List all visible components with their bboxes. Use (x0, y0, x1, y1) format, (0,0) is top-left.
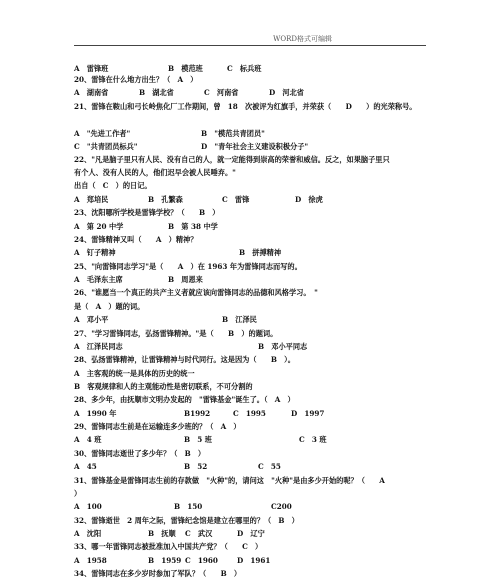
line-segment: 33、哪一年雷锋同志被批准加入中国共产党？（ C ） (74, 542, 263, 551)
line-segment: B 1959 (148, 556, 182, 565)
line-segment: B 江泽民 (222, 315, 257, 324)
line-segment: A 钉子精神 (74, 248, 116, 257)
line-segment: D 1997 (291, 409, 325, 418)
line-segment: A 1990 年 (74, 409, 117, 418)
line-segment: D 河北省 (269, 88, 304, 97)
line-segment: B 150 (174, 502, 203, 511)
line-segment: 23、沈阳哪所学校是雷锋学校？（ B ） (74, 208, 220, 217)
line-segment: C 1995 (233, 409, 266, 418)
line-segment: 26、"谁愿当一个真正的共产主义者就应该向雷锋同志的品德和风格学习。 " (74, 288, 318, 297)
line-segment: 20、雷锋在什么地方出生？（ A ） (74, 75, 198, 84)
line-segment: C 1960 (185, 556, 218, 565)
line-segment: 28、多少年，由抚顺市文明办发起的 "雷锋基金"诞生了。（ A ） (74, 395, 295, 404)
line-segment: A 第 20 中学 (74, 222, 124, 231)
line-segment: A 郑培民 (74, 195, 109, 204)
line-segment: 25、"向雷锋同志学习"是（ A ）在 1963 年为雷锋同志而写的。 (74, 262, 302, 271)
line-segment: A 沈阳 (74, 529, 102, 538)
page-header (0, 0, 500, 46)
line-segment: B 5 班 (184, 435, 212, 444)
line-segment: 是（ A ）题的词。 (74, 302, 145, 311)
line-segment: A 45 (74, 462, 97, 471)
line-segment: D 徐虎 (295, 195, 323, 204)
line-segment: 29、雷锋同志生前是在运输连多少班的？（ A ） (74, 422, 241, 431)
line-segment: 出自（ C ）的日记。 (74, 181, 152, 190)
line-segment: A "先进工作者" (74, 129, 131, 138)
line-segment: B 模范班 (168, 64, 203, 73)
line-segment: A 4 班 (74, 435, 102, 444)
line-segment: 24、雷锋精神又叫（ A ）精神？ (74, 235, 198, 244)
line-segment: 21、雷锋在鞍山和弓长岭焦化厂工作期间，曾 18 次被评为红旗手，并荣获（ D ）的光荣称号。 (74, 102, 417, 111)
line-segment: B 52 (184, 462, 208, 471)
line-segment: C 武汉 (185, 529, 213, 538)
line-segment: 31、雷锋基金是雷锋同志生前的存款做 "火种"的，请问这 "火种"是由多少开始的呢？（ A (74, 476, 385, 485)
line-segment: A 100 (74, 502, 102, 511)
line-segment: C 3 班 (299, 435, 327, 444)
line-segment: C 55 (258, 462, 281, 471)
line-segment: 有个人、没有人民的人，他们迟早会被人民唾弃。" (74, 168, 236, 177)
line-segment: ） (74, 489, 82, 498)
line-segment: A 湖南省 (74, 88, 109, 97)
line-segment: A 邓小平 (74, 315, 109, 324)
line-segment: 27、"学习雷锋同志，弘扬雷锋精神。"是（ B ）的题词。 (74, 329, 278, 338)
line-segment: B 邓小平同志 (258, 342, 308, 351)
line-segment: B 第 38 中学 (168, 222, 218, 231)
line-segment: C 雷锋 (222, 195, 250, 204)
line-segment: D 1961 (237, 556, 271, 565)
line-segment: 22、"凡是脑子里只有人民、没有自己的人，就一定能得到崇高的荣誉和威信。反之，如果脑子里只 (74, 155, 390, 164)
line-segment: 34、雷锋同志在多少岁时参加了军队？（ B ） (74, 569, 242, 578)
line-segment: C 河南省 (204, 88, 239, 97)
line-segment: A 毛泽东主席 (74, 275, 123, 284)
line-segment: A 1958 (74, 556, 107, 565)
line-segment: A 雷锋班 (74, 64, 109, 73)
line-segment: B 拼搏精神 (239, 248, 282, 257)
line-segment: A 主客观的统一是具体的历史的统一 (74, 369, 195, 378)
line-segment: B "模范共青团员" (201, 129, 265, 138)
line-segment: C 标兵班 (227, 64, 262, 73)
line-segment: B 湖北省 (139, 88, 174, 97)
line-segment: A 江泽民同志 (74, 342, 123, 351)
line-segment: D 辽宁 (237, 529, 265, 538)
header-title: WORD格式可编辑 (273, 35, 332, 43)
line-segment: B1992 (184, 409, 211, 418)
line-segment: B 客观规律和人的主观能动性是密切联系，不可分割的 (74, 382, 253, 391)
line-segment: D "青年社会主义建设积极分子" (201, 142, 309, 151)
line-segment: B 周恩来 (168, 275, 203, 284)
line-segment: C "共青团员标兵" (74, 142, 138, 151)
line-segment: B 抚顺 (148, 529, 176, 538)
line-segment: 30、雷锋同志逝世了多少年？（ B ） (74, 449, 206, 458)
header-rule (74, 45, 426, 46)
line-segment: 32、雷锋逝世 2 周年之际，雷锋纪念馆是建立在哪里的？（ B ） (74, 516, 299, 525)
line-segment: C200 (271, 502, 292, 511)
line-segment: 28、弘扬雷锋精神，让雷锋精神与时代同行。这是因为（ B ）。 (74, 355, 295, 364)
line-segment: B 孔繁森 (148, 195, 183, 204)
